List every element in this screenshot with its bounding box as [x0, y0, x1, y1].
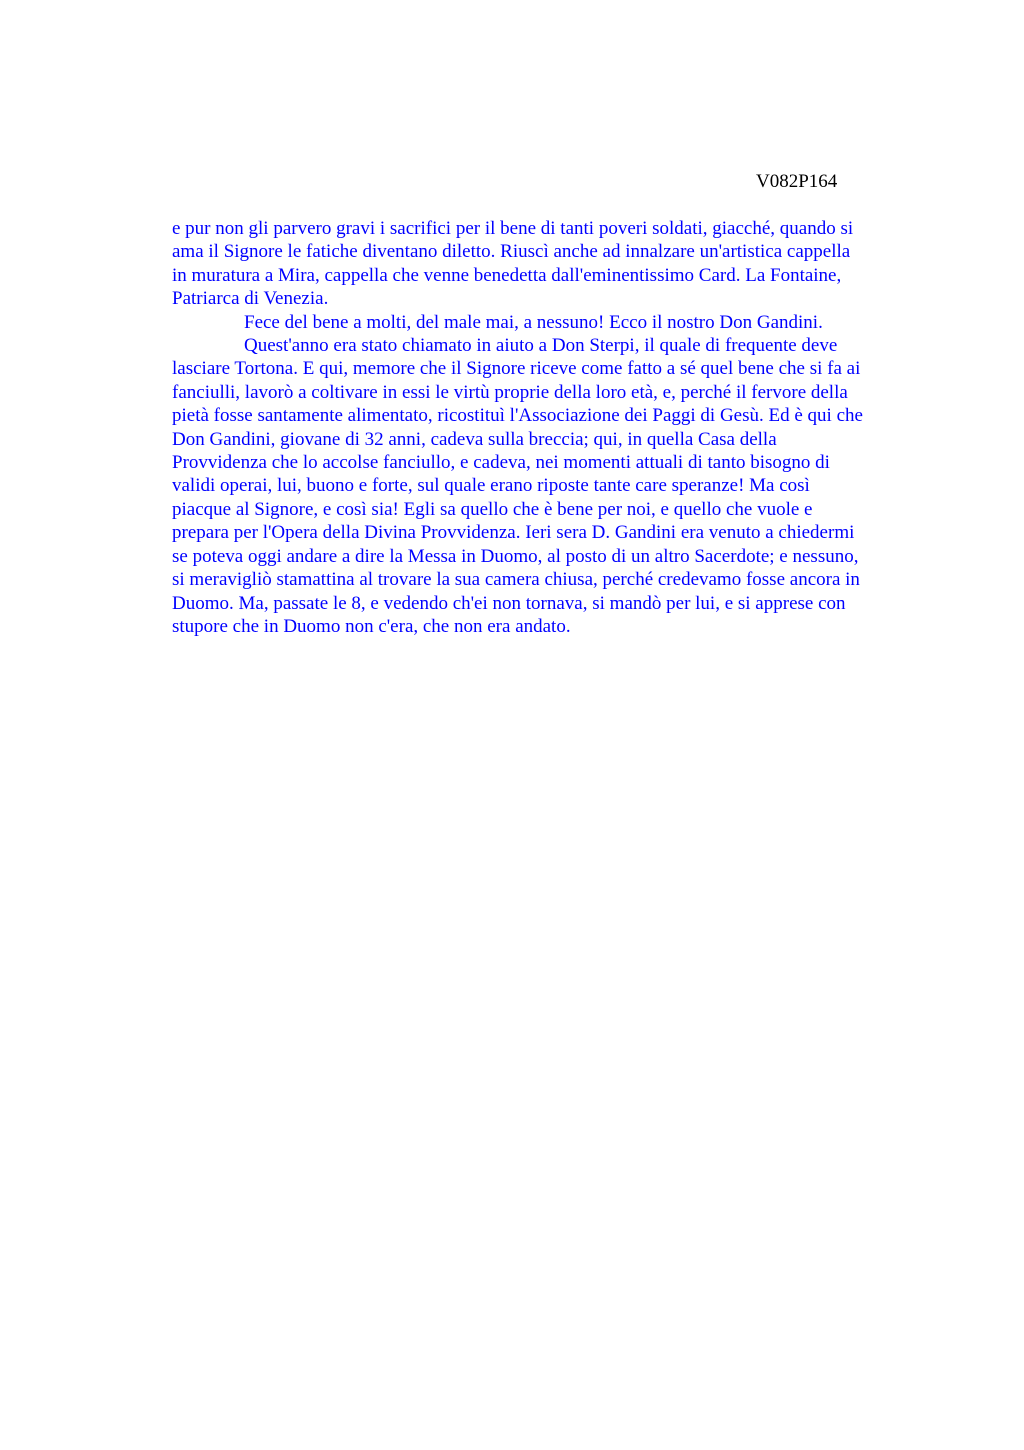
text-line-paragraph-start: Quest'anno era stato chiamato in aiuto a Don Sterpi, il quale di frequente deve [244, 335, 838, 357]
text-line: fanciulli, lavorò a coltivare in essi le virtù proprie della loro età, e, perché il fervore della [172, 381, 848, 403]
text-line-paragraph-start: Fece del bene a molti, del male mai, a nessuno! Ecco il nostro Don Gandini. [244, 311, 823, 333]
text-line: validi operai, lui, buono e forte, sul quale erano riposte tante care speranze! Ma così [172, 475, 810, 497]
text-line: Don Gandini, giovane di 32 anni, cadeva sulla breccia; qui, in quella Casa della [172, 428, 777, 450]
text-line: Duomo. Ma, passate le 8, e vedendo ch'ei non tornava, si mandò per lui, e si apprese con [172, 592, 846, 614]
text-line: prepara per l'Opera della Divina Provvidenza. Ieri sera D. Gandini era venuto a chiedermi [172, 522, 855, 544]
page-code: V082P164 [756, 171, 838, 192]
document-body [172, 217, 932, 638]
text-line: pietà fosse santamente alimentato, ricostituì l'Associazione dei Paggi di Gesù. Ed è qui che [172, 405, 863, 427]
text-line: e pur non gli parvero gravi i sacrifici per il bene di tanti poveri soldati, giacché, quando si [172, 218, 854, 239]
text-line: in muratura a Mira, cappella che venne benedetta dall'eminentissimo Card. La Fontaine, [172, 264, 842, 286]
text-line: si meravigliò stamattina al trovare la sua camera chiusa, perché credevamo fosse ancora in [172, 569, 860, 591]
text-line: ama il Signore le fatiche diventano diletto. Riuscì anche ad innalzare un'artistica cappella [172, 241, 851, 263]
text-line: lasciare Tortona. E qui, memore che il Signore riceve come fatto a sé quel bene che si fa ai [172, 358, 861, 380]
text-line: se poteva oggi andare a dire la Messa in Duomo, al posto di un altro Sacerdote; e nessuno, [172, 545, 859, 567]
text-line: Patriarca di Venezia. [172, 288, 329, 310]
text-line: stupore che in Duomo non c'era, che non era andato. [172, 615, 571, 637]
text-line: Provvidenza che lo accolse fanciullo, e cadeva, nei momenti attuali di tanto bisogno di [172, 452, 830, 474]
text-line: piacque al Signore, e così sia! Egli sa quello che è bene per noi, e quello che vuole e [172, 498, 813, 520]
